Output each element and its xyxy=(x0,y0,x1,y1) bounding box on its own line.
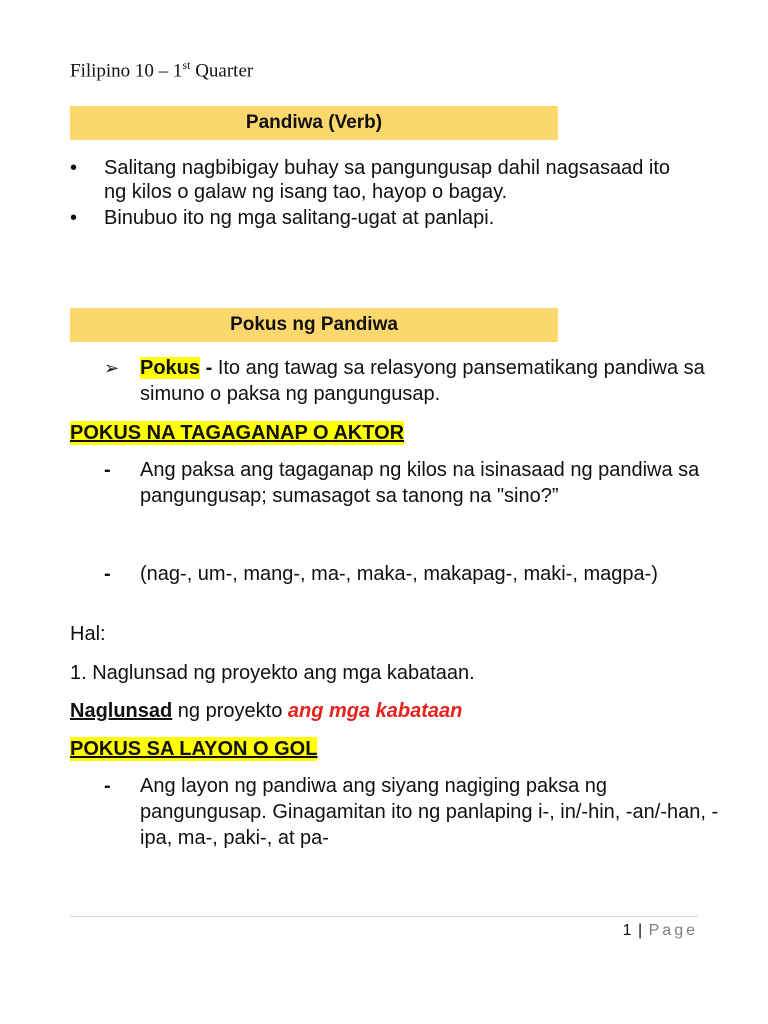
section-title-pandiwa: Pandiwa (Verb) xyxy=(70,106,558,140)
page-footer xyxy=(623,922,698,940)
bullet-text: Binubuo ito ng mga salitang-ugat at panlapi. xyxy=(104,207,495,229)
aktor-item-2-text: (nag-, um-, mang-, ma-, maka-, makapag-, maki-, magpa-) xyxy=(140,563,658,585)
aktor-item-1-text: Ang paksa ang tagaganap ng kilos na isinasaad ng pandiwa sa pangungusap; sumasagot sa tanong na "sino?” xyxy=(140,459,700,507)
section-title-pokus: Pokus ng Pandiwa xyxy=(70,308,558,342)
aktor-item-1 xyxy=(104,457,720,509)
footer-divider xyxy=(70,916,698,917)
bullet-dot-icon: • xyxy=(70,157,78,179)
heading-pokus-aktor: POKUS NA TAGAGANAP O AKTOR xyxy=(70,422,405,444)
layon-item-1-text: Ang layon ng pandiwa ang siyang nagiging paksa ng pangungusap. Ginagamitan ito ng panlaping i-, in/-hin, -an/-han, -ipa, ma-, paki-, at pa- xyxy=(140,775,719,849)
bullet-item xyxy=(70,156,690,204)
dash-bullet: - xyxy=(104,563,111,585)
pokus-definition xyxy=(104,355,720,407)
header-quarter: Quarter xyxy=(195,60,254,82)
page-label: Page xyxy=(648,922,698,939)
dash-bullet: - xyxy=(104,775,111,797)
aktor-item-2 xyxy=(104,561,720,587)
pandiwa-bullet-list xyxy=(70,156,690,232)
pokus-dash: - xyxy=(200,357,218,379)
page-number: 1 xyxy=(622,922,633,939)
hal-label: Hal: xyxy=(70,623,106,645)
header-ordinal: st xyxy=(182,58,191,72)
document-header xyxy=(70,58,253,82)
bullet-text: Salitang nagbibigay buhay sa pangungusap dahil nagsasaad ito ng kilos o galaw ng isang tao, hayop o bagay. xyxy=(104,157,671,203)
example-sentence: 1. Naglunsad ng proyekto ang mga kabataan. xyxy=(70,662,475,684)
bullet-item xyxy=(70,206,690,230)
example-verb: Naglunsad xyxy=(70,700,173,722)
example-subject: ang mga kabataan xyxy=(287,700,463,722)
bullet-dot-icon: • xyxy=(70,207,78,229)
example-analysis xyxy=(70,699,462,723)
footer-separator: | xyxy=(632,922,649,939)
header-subject: Filipino 10 – 1 xyxy=(70,60,183,82)
pokus-definition-text: Ito ang tawag sa relasyong pansematikang pandiwa sa simuno o paksa ng pangungusap. xyxy=(140,357,705,405)
pokus-term: Pokus xyxy=(140,357,201,379)
example-middle: ng proyekto xyxy=(172,700,288,722)
arrow-bullet-icon: ➢ xyxy=(104,358,120,378)
heading-pokus-layon: POKUS SA LAYON O GOL xyxy=(70,738,318,760)
layon-item-1 xyxy=(104,773,720,851)
dash-bullet: - xyxy=(104,459,111,481)
